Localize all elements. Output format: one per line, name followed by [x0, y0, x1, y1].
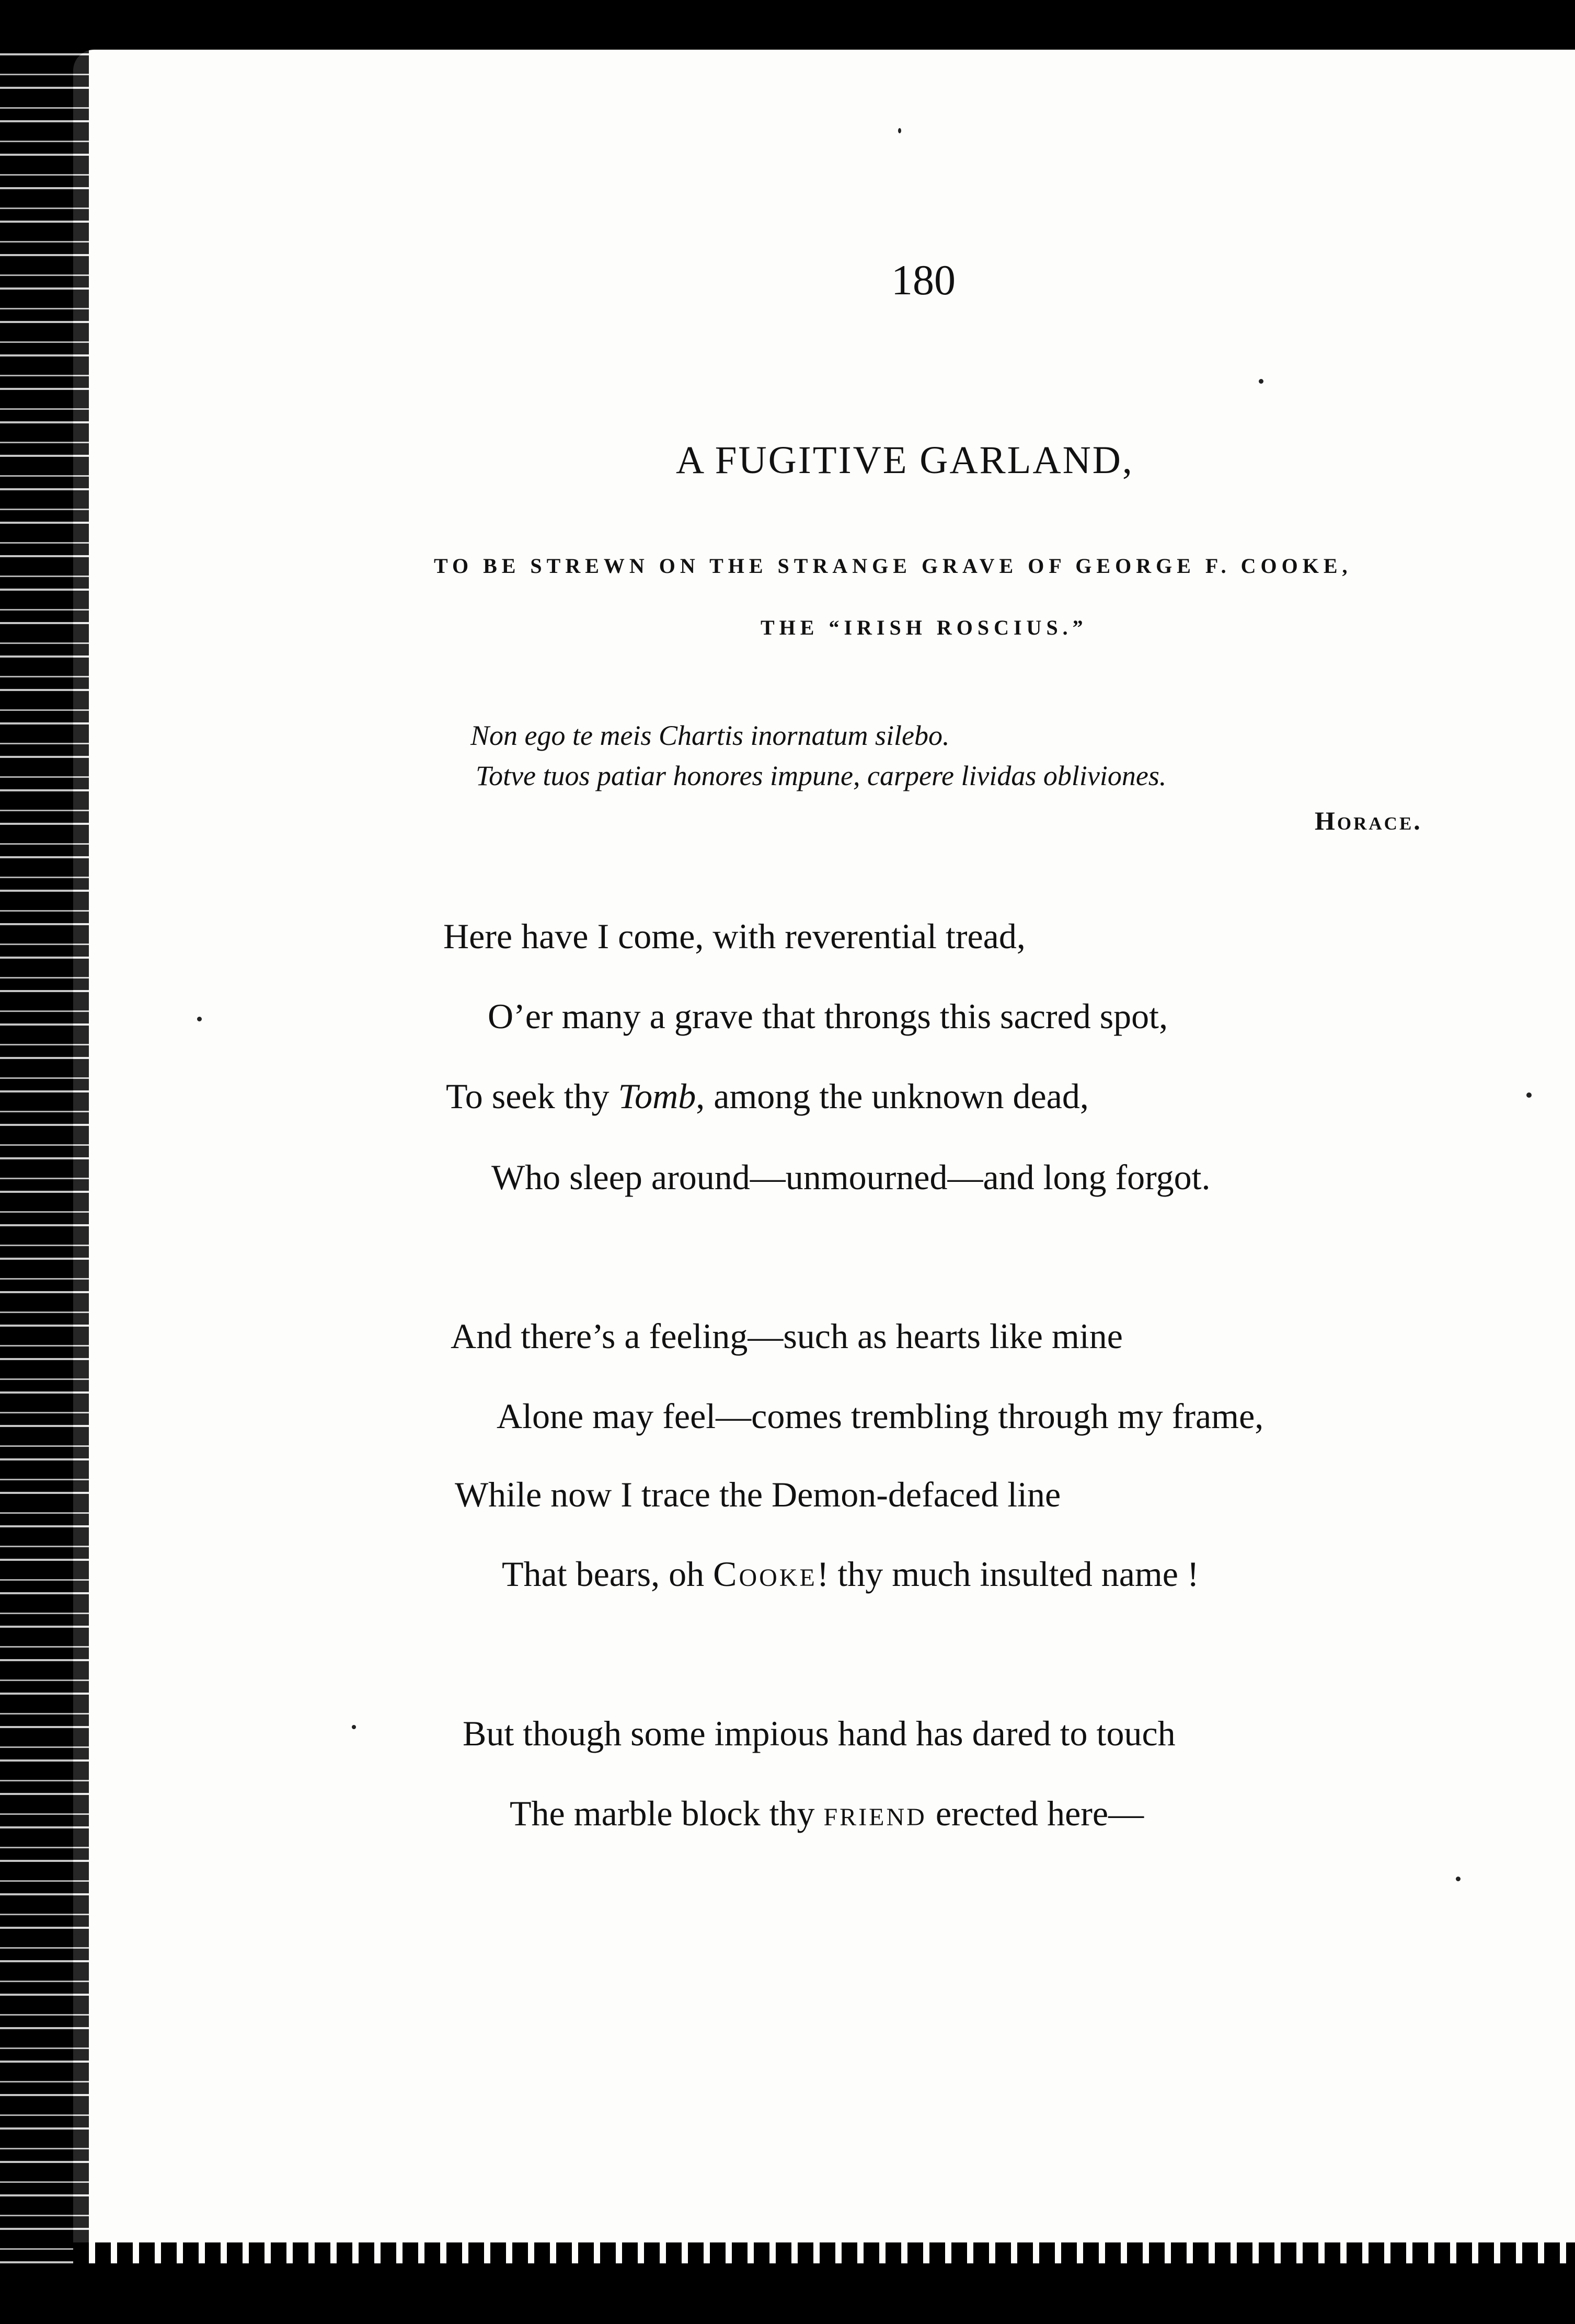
scan-speck	[352, 1725, 356, 1729]
scan-speck	[1526, 1092, 1532, 1098]
verse-text: To seek thy	[446, 1076, 618, 1116]
verse-line	[446, 1078, 1089, 1114]
verse-line: While now I trace the Demon-defaced line	[455, 1475, 1061, 1514]
page-bottom-edge	[73, 2242, 1575, 2263]
poem-subtitle-line-2: THE “IRISH ROSCIUS.”	[761, 616, 1088, 639]
epigraph-author: Horace.	[1315, 806, 1422, 835]
verse-line: But though some impious hand has dared to touch	[463, 1713, 1176, 1753]
scan-speck	[898, 128, 901, 133]
verse-line: And there’s a feeling—such as hearts like mine	[451, 1316, 1123, 1356]
page-spine-edge	[0, 42, 89, 2269]
poem-title: A FUGITIVE GARLAND,	[676, 439, 1134, 482]
scan-speck	[197, 1017, 202, 1021]
page-number: 180	[891, 256, 956, 304]
verse-smallcaps-word: friend	[823, 1793, 927, 1833]
epigraph-line-2: Totve tuos patiar honores impune, carpere lividas obliviones.	[476, 760, 1167, 791]
verse-line: Alone may feel—comes trembling through my frame,	[497, 1396, 1264, 1436]
scan-speck	[1259, 379, 1263, 384]
poem-subtitle-line-1: TO BE STREWN ON THE STRANGE GRAVE OF GEORGE F. COOKE,	[434, 554, 1352, 578]
verse-text: erected here—	[926, 1793, 1144, 1833]
verse-italic-word: Tomb	[618, 1076, 696, 1116]
scan-speck	[1456, 1877, 1461, 1881]
verse-line	[510, 1793, 1144, 1833]
verse-text: The marble block thy	[510, 1793, 824, 1833]
verse-text: That bears, oh	[502, 1554, 714, 1594]
verse-line	[502, 1556, 1199, 1592]
verse-text: ! thy much insulted name !	[817, 1554, 1199, 1594]
verse-text: , among the unknown dead,	[696, 1076, 1089, 1116]
verse-smallcaps-word: Cooke	[713, 1554, 817, 1594]
book-page	[73, 50, 1575, 2258]
epigraph-line-1: Non ego te meis Chartis inornatum silebo.	[470, 720, 950, 751]
verse-line: O’er many a grave that throngs this sacred spot,	[488, 996, 1168, 1036]
verse-line: Here have I come, with reverential tread,	[443, 916, 1026, 956]
verse-line: Who sleep around—unmourned—and long forgot.	[491, 1157, 1211, 1197]
